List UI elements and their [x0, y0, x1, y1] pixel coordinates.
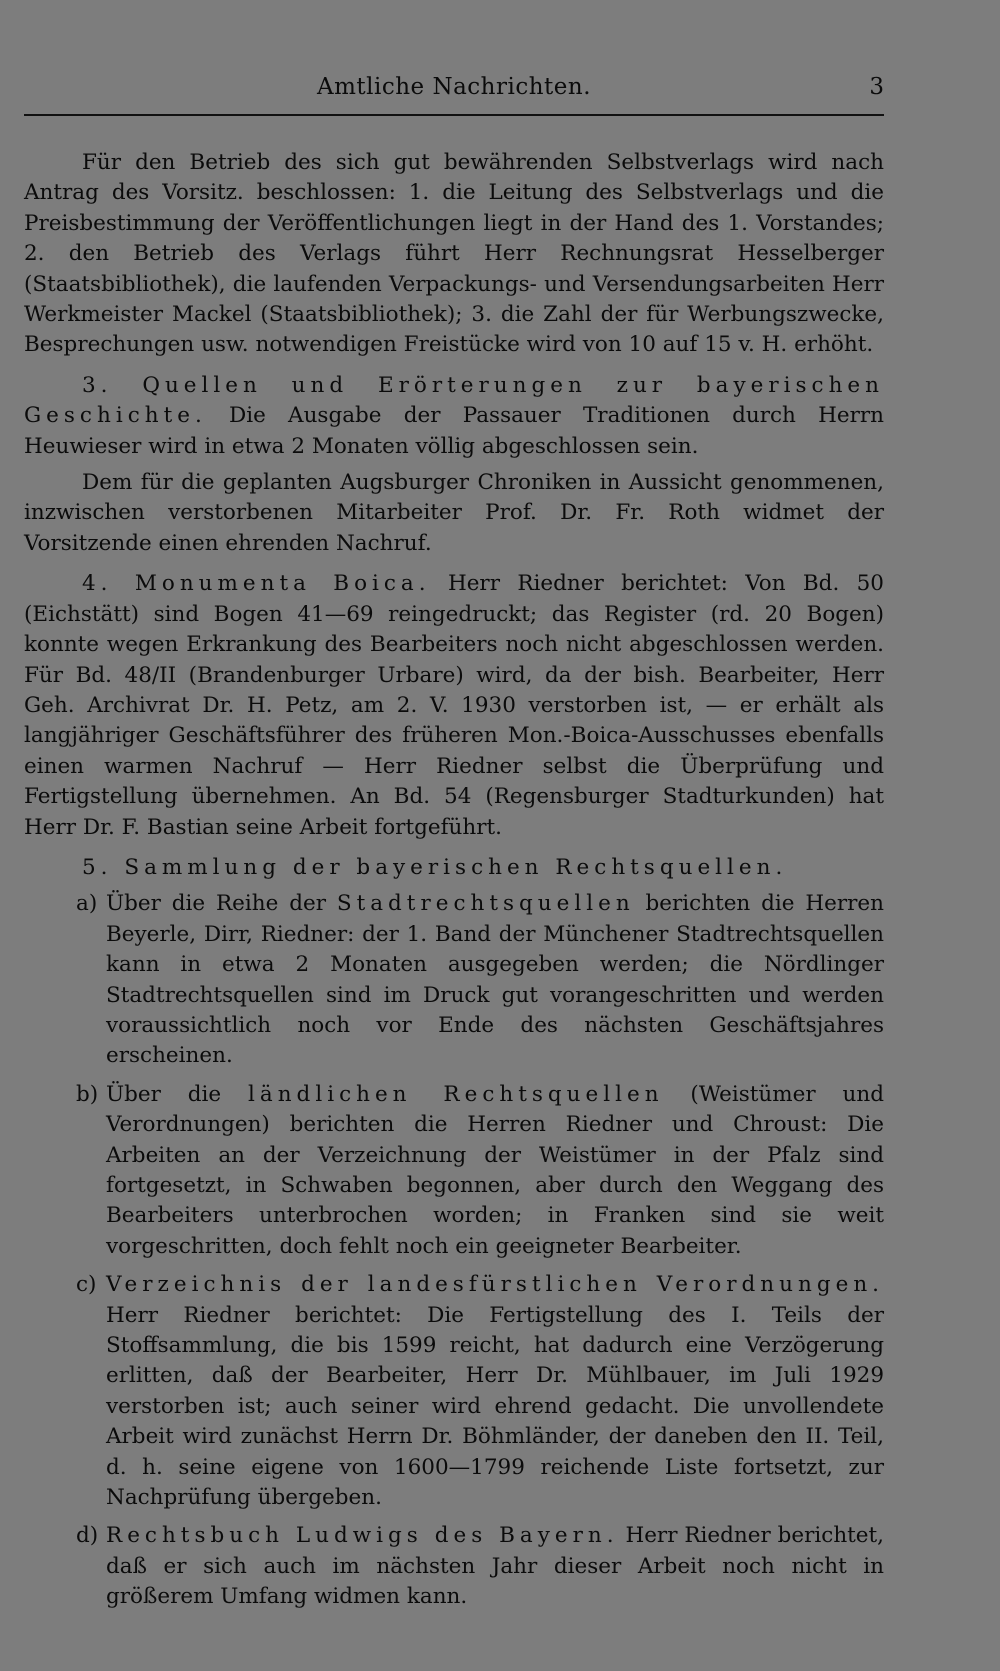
section-3-text: Die Ausgabe der Passauer Traditionen durch Herrn Heuwieser wird in etwa 2 Monaten völlig abgeschlossen sein. — [24, 403, 884, 459]
list-item-c: c) Verzeichnis der landesfürstlichen Verordnungen. Herr Riedner berichtet: Die Fertigstellung des I. Teils der Stoffsammlung, die bis 1599 reicht, hat dadurch eine Verzögerung erlitten, daß der Bearbeiter, Herr Dr. Mühlbauer, im Juli 1929 verstorben ist; auch seiner wird ehrend gedacht. Die unvollendete Arbeit wird zunächst Herrn Dr. Böhmländer, der daneben den II. Teil, d. h. seine eigene von 1600—1799 reichende Liste fortsetzt, zur Nachprüfung übergeben. — [76, 1272, 884, 1511]
section-3-paragraph — [24, 371, 884, 462]
spaced-term: Verzeichnis der landesfürstlichen Verordnungen. — [106, 1272, 884, 1298]
spaced-term: Rechtsbuch Ludwigs des Bayern. — [106, 1523, 619, 1549]
list-marker: c) — [76, 1272, 97, 1298]
section-3-heading: 3. Quellen und Erörterungen zur bayerischen Geschichte. — [24, 372, 884, 429]
list-item-d: d) Rechtsbuch Ludwigs des Bayern. Herr Riedner berichtet, daß er sich auch im nächsten Jahr dieser Arbeit noch nicht in größerem Umfang widmen kann. — [76, 1523, 885, 1610]
running-title: Amtliche Nachrichten. — [316, 74, 592, 100]
list-item-a: a) Über die Reihe der Stadtrechtsquellen berichten die Herren Beyerle, Dirr, Riedner: der 1. Band der Münchener Stadtrechtsquellen kann in etwa 2 Monaten ausgegeben werden; die Nördlinger Stadtrechtsquellen sind im Druck gut vorangeschritten und werden voraussichtlich noch vor Ende des nächsten Geschäftsjahres erscheinen. — [76, 891, 884, 1069]
list-marker: d) — [76, 1523, 99, 1549]
list-item-b: b) Über die ländlichen Rechtsquellen (Weistümer und Verordnungen) berichten die Herren Riedner und Chroust: Die Arbeiten an der Verzeichnung der Weistümer in der Pfalz sind fortgesetzt, in Schwaben begonnen, aber durch den Weggang des Bearbeiters unterbrochen worden; in Franken sind sie weit vorgeschritten, doch fehlt noch ein geeigneter Bearbeiter. — [76, 1081, 885, 1259]
list-marker: b) — [76, 1081, 99, 1107]
page-number: 3 — [869, 74, 884, 100]
section-4-paragraph — [24, 569, 884, 843]
section-4-heading: 4. Monumenta Boica. — [82, 571, 431, 597]
spaced-term: Stadtrechtsquellen — [336, 891, 635, 917]
spaced-term: ländlichen Rechtsquellen — [248, 1081, 664, 1107]
paragraph-selbstverlag: Für den Betrieb des sich gut bewährenden Selbstverlags wird nach Antrag des Vorsitz. beschlossen: 1. die Leitung des Selbstverlags und die Preisbestimmung der Veröffentlichungen liegt in der Hand des 1. Vorstandes; 2. den Betrieb des Verlags führt Herr Rechnungsrat Hesselberger (Staatsbibliothek), die laufenden Verpackungs- und Versendungsarbeiten Herr Werkmeister Mackel (Staatsbibliothek); 3. die Zahl der für Werbungszwecke, Besprechungen usw. notwendigen Freistücke wird von 10 auf 15 v. H. erhöht. — [24, 150, 884, 358]
list-marker: a) — [76, 891, 98, 917]
section-4-text: Herr Riedner berichtet: Von Bd. 50 (Eichstätt) sind Bogen 41—69 reingedruckt; das Register (rd. 20 Bogen) konnte wegen Erkrankung des Bearbeiters noch nicht abgeschlossen werden. Für Bd. 48/II (Brandenburger Urbare) wird, da der bish. Bearbeiter, Herr Geh. Archivrat Dr. H. Petz, am 2. V. 1930 verstorben ist, — er erhält als langjähriger Geschäftsführer des früheren Mon.-Boica-Ausschusses ebenfalls einen warmen Nachruf — Herr Riedner selbst die Überprüfung und Fertigstellung übernehmen. An Bd. 54 (Regensburger Stadturkunden) hat Herr Dr. F. Bastian seine Arbeit fortgeführt. — [24, 571, 884, 840]
running-header — [24, 74, 884, 114]
paragraph-nachruf-roth: Dem für die geplanten Augsburger Chroniken in Aussicht genommenen, inzwischen verstorbenen Mitarbeiter Prof. Dr. Fr. Roth widmet der Vorsitzende einen ehrenden Nachruf. — [24, 470, 884, 556]
header-rule — [24, 114, 884, 116]
section-5-heading: 5. Sammlung der bayerischen Rechtsquellen. — [82, 854, 788, 880]
body-text — [24, 148, 884, 1613]
